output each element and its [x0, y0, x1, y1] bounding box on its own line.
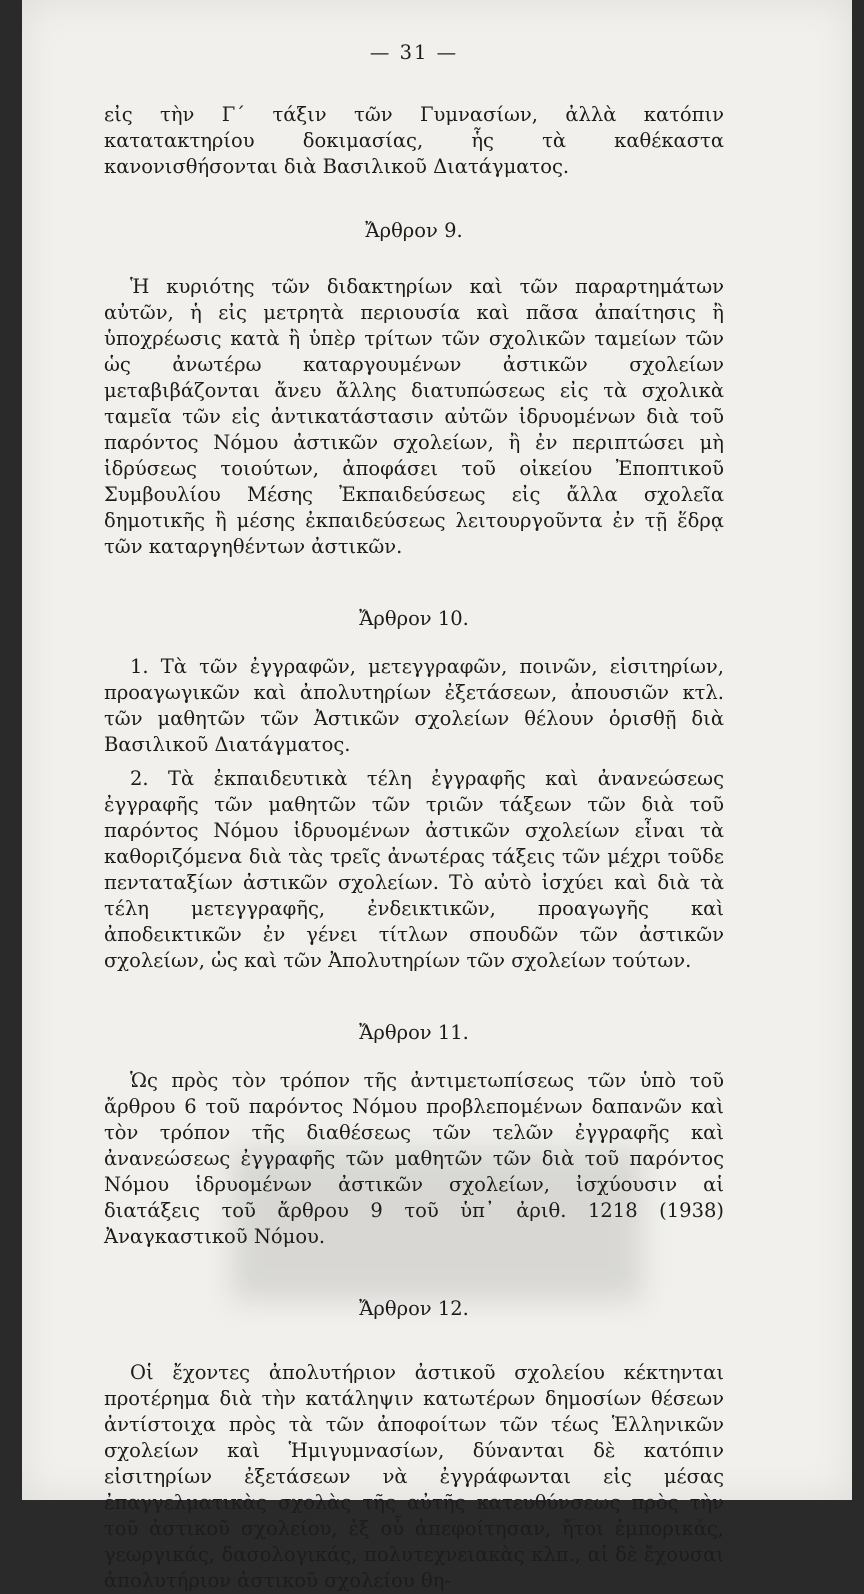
article-11-paragraph: Ὡς πρὸς τὸν τρόπον τῆς ἀντιμετωπίσεως τῶν ὑπὸ τοῦ ἄρθρου 6 τοῦ παρόντος Νόμου προβλεπομένων δαπανῶν καὶ τὸν τρόπον τῆς διαθέσεως τῶν τελῶν ἐγγραφῆς καὶ ἀνανεώσεως ἐγγραφῆς τῶν μαθητῶν τῶν διὰ τοῦ παρόντος Νόμου ἱδρυομένων ἀστικῶν σχολείων, ἰσχύουσιν αἱ διατάξεις τοῦ ἄρθρου 9 τοῦ ὑπ᾽ ἀριθ. 1218 (1938) Ἀναγκαστικοῦ Νόμου.: [104, 1069, 724, 1248]
intro-paragraph: εἰς τὴν Γ΄ τάξιν τῶν Γυμνασίων, ἀλλὰ κατόπιν κατατακτηρίου δοκιμασίας, ἧς τὰ καθέκαστα κανονισθήσονται διὰ Βασιλικοῦ Διατάγματος.: [104, 103, 724, 178]
scanned-page: [22, 0, 852, 1592]
article-9-paragraph: Ἡ κυριότης τῶν διδακτηρίων καὶ τῶν παραρτημάτων αὐτῶν, ἡ εἰς μετρητὰ περιουσία καὶ πᾶσα ἀπαίτησις ἢ ὑποχρέωσις κατὰ ἢ ὑπὲρ τρίτων τῶν σχολικῶν ταμείων τῶν ὡς ἀνωτέρω καταργουμένων ἀστικῶν σχολείων μεταβιβάζονται ἄνευ ἄλλης διατυπώσεως εἰς τὰ σχολικὰ ταμεῖα τῶν εἰς ἀντικατάστασιν αὐτῶν ἱδρυομένων διὰ τοῦ παρόντος Νόμου ἀστικῶν σχολείων, ἢ ἐν περιπτώσει μὴ ἱδρύσεως τοιούτων, ἀποφάσει τοῦ οἰκείου Ἐποπτικοῦ Συμβουλίου Μέσης Ἐκπαιδεύσεως εἰς ἄλλα σχολεῖα δημοτικῆς ἢ μέσης ἐκπαιδεύσεως λειτουργοῦντα ἐν τῇ ἕδρᾳ τῶν καταργηθέντων ἀστικῶν.: [104, 275, 724, 558]
article-12-heading: Ἄρθρον 12.: [359, 1297, 469, 1320]
page-text: [104, 40, 724, 1594]
page-number: — 31 —: [369, 41, 459, 64]
article-12-paragraph: Οἱ ἔχοντες ἀπολυτήριον ἀστικοῦ σχολείου κέκτηνται προτέρημα διὰ τὴν κατάληψιν κατωτέρων δημοσίων θέσεων ἀντίστοιχα πρὸς τὰ τῶν ἀποφοίτων τῶν τέως Ἑλληνικῶν σχολείων καὶ Ἡμιγυμνασίων, δύνανται δὲ κατόπιν εἰσιτηρίων ἐξετάσεων νὰ ἐγγράφωνται εἰς μέσας ἐπαγγελματικὰς σχολὰς τῆς αὐτῆς κατευθύνσεως πρὸς τὴν τοῦ ἀστικοῦ σχολείου, ἐξ οὗ ἀπεφοίτησαν, ἤτοι ἐμπορικάς, γεωργικάς, δασολογικάς, πολυτεχνειακὰς κλπ., αἱ δὲ ἔχουσαι ἀπολυτήριον ἀστικοῦ σχολείου θη-: [104, 1361, 724, 1592]
article-10-paragraph-1: 1. Τὰ τῶν ἐγγραφῶν, μετεγγραφῶν, ποινῶν, εἰσιτηρίων, προαγωγικῶν καὶ ἀπολυτηρίων ἐξετάσεων, ἀπουσιῶν κτλ. τῶν μαθητῶν τῶν Ἀστικῶν σχολείων θέλουν ὁρισθῇ διὰ Βασιλικοῦ Διατάγματος.: [104, 655, 724, 756]
article-11-heading: Ἄρθρον 11.: [359, 1021, 469, 1044]
article-10-paragraph-2: 2. Τὰ ἐκπαιδευτικὰ τέλη ἐγγραφῆς καὶ ἀνανεώσεως ἐγγραφῆς τῶν μαθητῶν τῶν τριῶν τάξεων τῶν διὰ τοῦ παρόντος Νόμου ἱδρυομένων ἀστικῶν σχολείων εἶναι τὰ καθοριζόμενα διὰ τὰς τρεῖς ἀνωτέρας τάξεις τῶν μέχρι τοῦδε πενταταξίων ἀστικῶν σχολείων. Τὸ αὐτὸ ἰσχύει καὶ διὰ τὰ τέλη μετεγγραφῆς, ἐνδεικτικῶν, προαγωγῆς καὶ ἀποδεικτικῶν ἐν γένει τίτλων σπουδῶν τῶν ἀστικῶν σχολείων, ὡς καὶ τῶν Ἀπολυτηρίων τῶν σχολείων τούτων.: [104, 767, 724, 972]
article-9-heading: Ἄρθρον 9.: [365, 219, 463, 242]
article-10-heading: Ἄρθρον 10.: [359, 607, 469, 630]
